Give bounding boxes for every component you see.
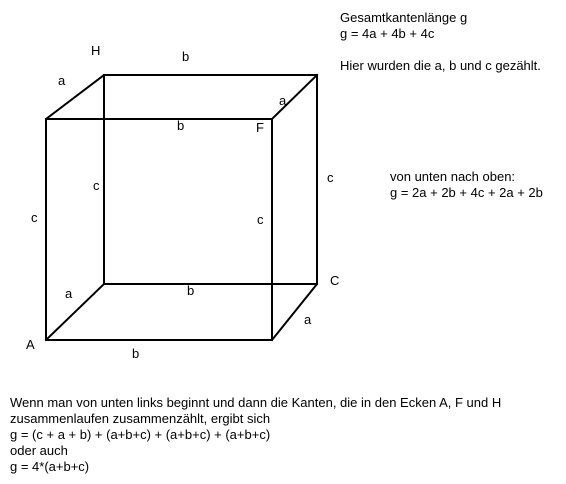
note-line: g = 4*(a+b+c)	[10, 459, 90, 474]
note-line: g = 2a + 2b + 4c + 2a + 2b	[390, 185, 543, 200]
note-bottom-to-top	[390, 169, 543, 201]
vertex-label-f: F	[256, 120, 264, 135]
note-corner-sum	[10, 395, 501, 475]
vertex-label-h: H	[91, 43, 101, 58]
edge-label-top-back-b: b	[182, 49, 190, 64]
note-line	[340, 42, 541, 58]
edge-label-top-right-a: a	[279, 93, 287, 108]
vertex-label-c: C	[330, 273, 340, 288]
edge-label-bottom-front-b: b	[132, 346, 140, 361]
note-line: von unten nach oben:	[390, 169, 516, 184]
note-line: Hier wurden die a, b und c gezählt.	[340, 58, 541, 73]
note-line: oder auch	[10, 443, 68, 458]
edge-bottom-left-depth	[46, 284, 104, 340]
note-line: Wenn man von unten links beginnt und dann die Kanten, die in den Ecken A, F und H	[10, 395, 502, 410]
note-line: g = (c + a + b) + (a+b+c) + (a+b+c) + (a+b+c)	[10, 427, 271, 442]
edge-label-top-left-a: a	[58, 73, 66, 88]
edge-label-front-right-c: c	[257, 212, 264, 227]
edge-label-front-left-c: c	[31, 210, 38, 225]
edge-label-bottom-left-a: a	[65, 286, 73, 301]
edge-label-back-right-c: c	[327, 170, 334, 185]
note-line: zusammenlaufen zusammenzählt, ergibt sich	[10, 411, 271, 426]
edge-top-left-depth	[46, 75, 104, 119]
edge-label-bottom-right-a: a	[304, 312, 312, 327]
edge-label-back-bottom-b: b	[187, 283, 195, 298]
vertex-label-a: A	[26, 337, 35, 352]
edge-label-front-top-b: b	[177, 118, 185, 133]
note-line: Gesamtkantenlänge g	[340, 10, 468, 25]
edge-label-back-left-c: c	[93, 178, 100, 193]
note-total-edge-length	[340, 10, 541, 74]
note-line: g = 4a + 4b + 4c	[340, 26, 435, 41]
